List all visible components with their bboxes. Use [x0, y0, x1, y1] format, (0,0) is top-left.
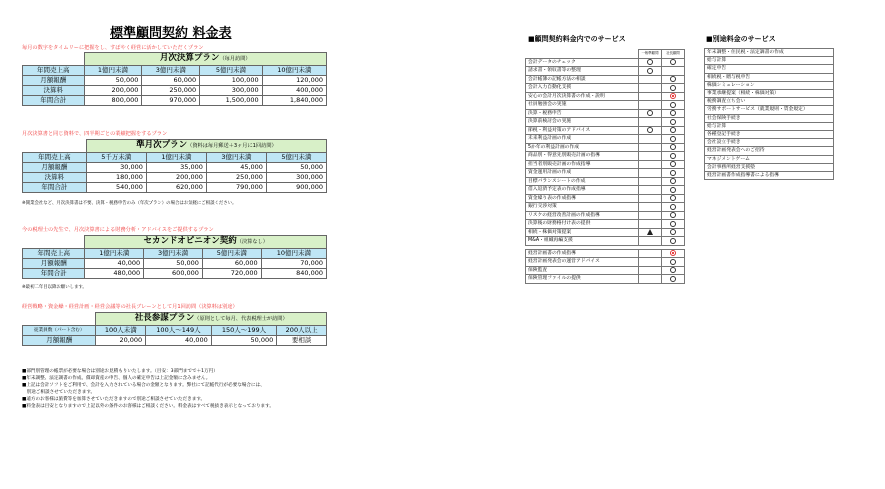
circle-icon: [647, 59, 653, 65]
service-mark-cell: [639, 177, 662, 186]
table-row: [526, 118, 685, 127]
table-row: [705, 163, 834, 171]
table-row: [526, 177, 685, 186]
table-row: [526, 126, 685, 135]
circle-icon: [647, 127, 653, 133]
table-row: [526, 84, 685, 93]
service-mark-cell: [639, 118, 662, 127]
service-mark-cell: [639, 203, 662, 212]
extra-service-item: 株価シミュレーション: [705, 81, 834, 89]
service-label: 会計入力自動化支援: [526, 84, 639, 93]
services-col-header: 一般準顧問: [639, 50, 662, 59]
circle-icon: [670, 136, 676, 142]
footnote: ■年末調整、法定調書の作成、償却資産の申告、個人の確定申告は上記金額に含みません。: [22, 376, 211, 381]
quarterly-plan-lead: 月次決算書と同じ資料で、四半期ごとの業績把握をするプラン: [22, 131, 168, 137]
service-mark-cell: [639, 220, 662, 229]
service-mark-cell: [639, 194, 662, 203]
header-cell: 5億円未満: [202, 249, 261, 259]
service-label: 節税・利益対策のアドバイス: [526, 126, 639, 135]
table-row: [705, 90, 834, 98]
service-mark-cell: [639, 258, 662, 267]
table-row: [526, 249, 685, 258]
extra-services-title: ■別途料金のサービス: [706, 35, 776, 43]
service-label: 資金運用計画の作成: [526, 169, 639, 178]
service-mark-cell: [639, 249, 662, 258]
table-row: [705, 147, 834, 155]
services-col-header: 社長顧問: [662, 50, 685, 59]
second-opinion-name: セカンドオピニオン契約（決算なし）: [85, 236, 327, 249]
second-opinion-table: [22, 235, 327, 279]
table-row: [526, 75, 685, 84]
circle-icon: [670, 276, 676, 282]
circle-icon: [647, 68, 653, 74]
extra-service-item: 確定申告: [705, 65, 834, 73]
service-label: 保険監査: [526, 266, 639, 275]
table-row: [705, 65, 834, 73]
header-cell: 200人以上: [277, 326, 327, 336]
service-label: 安心の会計月次決算書の作成・説明: [526, 92, 639, 101]
emphasis-circle-icon: [670, 250, 676, 256]
service-mark-cell: [662, 220, 685, 229]
service-mark-cell: [662, 258, 685, 267]
table-row: [705, 81, 834, 89]
extra-service-item: マネジメントゲーム: [705, 155, 834, 163]
service-mark-cell: [639, 169, 662, 178]
circle-icon: [670, 161, 676, 167]
service-label: 担当者別販売計画の作成指導: [526, 160, 639, 169]
header-cell: 従業員数（パート含む）: [23, 326, 96, 336]
service-mark-cell: [662, 152, 685, 161]
service-mark-cell: [662, 126, 685, 135]
service-mark-cell: [639, 84, 662, 93]
service-mark-cell: [639, 186, 662, 195]
table-row: [526, 135, 685, 144]
monthly-plan-name: 月次決算プラン（毎月訪問）: [84, 53, 326, 66]
header-cell: 1億円未満: [84, 66, 142, 76]
service-label: 社員勉強会の実施: [526, 101, 639, 110]
service-label: 決算・税務申告: [526, 109, 639, 118]
triangle-icon: [647, 229, 653, 235]
table-row: 月額報酬 20,000 40,000 50,000 要相談: [23, 336, 327, 346]
service-label: 決算前検討会の実施: [526, 118, 639, 127]
circle-icon: [670, 212, 676, 218]
table-row: [526, 186, 685, 195]
service-mark-cell: [639, 152, 662, 161]
service-mark-cell: [662, 275, 685, 284]
header-cell: 10億円未満: [262, 66, 326, 76]
service-mark-cell: [639, 109, 662, 118]
service-label: 資金繰り表の作成指導: [526, 194, 639, 203]
service-mark-cell: [662, 135, 685, 144]
service-mark-cell: [662, 203, 685, 212]
service-label: 会計データのチェック: [526, 58, 639, 67]
table-row: 月額報酬 30,000 35,000 45,000 50,000: [23, 163, 327, 173]
circle-icon: [670, 195, 676, 201]
service-mark-cell: [662, 58, 685, 67]
quarterly-plan-name: 準月次プラン（資料は毎月郵送＋3ヶ月に1回訪問）: [86, 140, 326, 153]
circle-icon: [670, 204, 676, 210]
table-row: [526, 67, 685, 76]
monthly-plan-lead: 毎月の数字をタイムリーに把握をし、すばやく経営に活かしていただくプラン: [22, 45, 204, 51]
extra-service-item: 相続税・贈与税申告: [705, 73, 834, 81]
circle-icon: [670, 229, 676, 235]
table-row: [705, 131, 834, 139]
circle-icon: [670, 144, 676, 150]
circle-icon: [670, 187, 676, 193]
table-row: [705, 73, 834, 81]
extra-service-item: 労務サポートサービス（就業規則・賃金規定）: [705, 106, 834, 114]
service-label: 目標バランスシートの作成: [526, 177, 639, 186]
service-label: リスケの経営改善計画の作成指導: [526, 211, 639, 220]
service-mark-cell: [662, 237, 685, 246]
service-mark-cell: [639, 266, 662, 275]
service-mark-cell: [662, 228, 685, 237]
header-cell: 3億円未満: [206, 153, 266, 163]
header-cell: 100人未満: [96, 326, 146, 336]
service-label: 会計帳簿の記帳方法の相談: [526, 75, 639, 84]
circle-icon: [670, 259, 676, 265]
table-row: [526, 152, 685, 161]
table-row: 年間合計 540,000 620,000 790,000 900,000: [23, 183, 327, 193]
table-row: [526, 160, 685, 169]
table-row: [705, 49, 834, 57]
table-row: [526, 109, 685, 118]
service-mark-cell: [639, 237, 662, 246]
footnote: ■料金表は目安となりますので上記以外の条件のお客様はご相談ください。料金表はすべて税抜き表示となっております。: [22, 404, 274, 409]
table-row: [526, 92, 685, 101]
service-mark-cell: [639, 143, 662, 152]
header-cell: 10億円未満: [261, 249, 326, 259]
service-label: M&A・組織再編支援: [526, 237, 639, 246]
circle-icon: [670, 178, 676, 184]
service-label: 決算後の財務格付け表の提供: [526, 220, 639, 229]
table-row: [526, 203, 685, 212]
table-row: [526, 101, 685, 110]
circle-icon: [670, 59, 676, 65]
footnote: 別途ご相談させていただきます。: [22, 390, 96, 395]
service-label: 5か年の利益計画の作成: [526, 143, 639, 152]
service-mark-cell: [662, 249, 685, 258]
header-cell: 3億円未満: [144, 249, 203, 259]
service-mark-cell: [662, 186, 685, 195]
table-row: [526, 58, 685, 67]
second-opinion-note: ※最初二年目以降お願いします。: [22, 285, 87, 290]
extra-service-item: 会社設立手続き: [705, 139, 834, 147]
service-mark-cell: [662, 67, 685, 76]
circle-icon: [670, 170, 676, 176]
service-label: 経営計画発表会の運営アドバイス: [526, 258, 639, 267]
service-label: 銀行交渉対策: [526, 203, 639, 212]
circle-icon: [670, 153, 676, 159]
extra-service-item: 給与計算: [705, 122, 834, 130]
circle-icon: [670, 221, 676, 227]
table-row: 月額報酬 50,000 60,000 100,000 120,000: [23, 76, 327, 86]
circle-icon: [670, 238, 676, 244]
table-row: [526, 143, 685, 152]
service-label: 未来利益計画の作成: [526, 135, 639, 144]
service-mark-cell: [662, 143, 685, 152]
table-row: [526, 275, 685, 284]
table-row: [526, 228, 685, 237]
quarterly-plan-table: [22, 139, 327, 193]
service-mark-cell: [639, 228, 662, 237]
service-mark-cell: [662, 211, 685, 220]
monthly-plan-table: [22, 52, 327, 106]
table-row: [526, 237, 685, 246]
table-row: 決算料 200,000 250,000 300,000 400,000: [23, 86, 327, 96]
service-mark-cell: [639, 211, 662, 220]
circle-icon: [670, 110, 676, 116]
table-row: 決算料 180,000 200,000 250,000 300,000: [23, 173, 327, 183]
table-row: [705, 106, 834, 114]
circle-icon: [647, 110, 653, 116]
header-cell: 5億円未満: [200, 66, 262, 76]
circle-icon: [670, 119, 676, 125]
extra-service-item: 経営計画発表会へのご招待: [705, 147, 834, 155]
services-title: ■顧問契約料金内でのサービス: [528, 35, 626, 43]
extra-service-item: 経営計画書作成指導書による指導: [705, 172, 834, 180]
service-mark-cell: [639, 58, 662, 67]
footnotes: [22, 368, 274, 410]
service-mark-cell: [662, 118, 685, 127]
circle-icon: [670, 76, 676, 82]
president-plan-lead: 経営戦略・資金繰・経営計画・経営会議等の社長ブレーンとして月1回訪問（決算料は別途）: [22, 304, 238, 310]
service-label: 相続・株価対策提案: [526, 228, 639, 237]
table-row: [526, 258, 685, 267]
circle-icon: [670, 127, 676, 133]
table-row: 年間合計 480,000 600,000 720,000 840,000: [23, 269, 327, 279]
emphasis-circle-icon: [670, 93, 676, 99]
header-cell: 100人～149人: [146, 326, 212, 336]
quarterly-plan-note: ※開業会社など、月次決算書は不要、決算・税務申告のみ（年次プラン）の場合はお気軽にご相談ください。: [22, 201, 237, 206]
service-mark-cell: [662, 266, 685, 275]
extra-service-item: 給与計算: [705, 57, 834, 65]
service-mark-cell: [639, 101, 662, 110]
table-row: [705, 57, 834, 65]
header-cell: 3億円未満: [142, 66, 200, 76]
table-row: [526, 169, 685, 178]
header-cell: 5千万未満: [86, 153, 146, 163]
page-title: 標準顧問契約 料金表: [110, 26, 232, 41]
table-row: [705, 122, 834, 130]
circle-icon: [670, 102, 676, 108]
table-row: 月額報酬 40,000 50,000 60,000 70,000: [23, 259, 327, 269]
table-row: [526, 194, 685, 203]
service-label: 商品別・得意先別販売計画の指導: [526, 152, 639, 161]
service-mark-cell: [639, 126, 662, 135]
extra-services-table: [704, 48, 834, 180]
service-mark-cell: [639, 75, 662, 84]
service-mark-cell: [662, 169, 685, 178]
service-mark-cell: [662, 101, 685, 110]
circle-icon: [670, 267, 676, 273]
service-label: 保険管理ファイルの提供: [526, 275, 639, 284]
services-table: [525, 49, 685, 284]
service-mark-cell: [662, 194, 685, 203]
service-label: 経営計画書の作成指導: [526, 249, 639, 258]
footnote: ■遠方のお客様は旅費等を加算させていただきますので別途ご相談させていただきます。: [22, 397, 206, 402]
extra-service-item: 会計事務所経営支援塾: [705, 163, 834, 171]
service-mark-cell: [662, 177, 685, 186]
service-mark-cell: [662, 160, 685, 169]
table-row: [705, 172, 834, 180]
table-row: [705, 114, 834, 122]
president-plan-name: 社長参謀プラン（原則として毎月、代表税理士が訪問）: [96, 313, 327, 326]
table-row: [526, 266, 685, 275]
extra-service-item: 税務調査立ち会い: [705, 98, 834, 106]
header-cell: 150人～199人: [211, 326, 277, 336]
service-mark-cell: [639, 67, 662, 76]
service-label: 請求書・領収書等の整理: [526, 67, 639, 76]
header-cell: 年間売上高: [23, 153, 87, 163]
service-mark-cell: [639, 275, 662, 284]
service-mark-cell: [639, 160, 662, 169]
footnote: ■部門別管理の帳票が必要な場合は別途お見積もりいたします。（目安：3部門までで＋1万円）: [22, 369, 218, 374]
table-row: 年間合計 800,000 970,000 1,500,000 1,840,000: [23, 96, 327, 106]
extra-service-item: 年末調整・住民税・法定調書の作成: [705, 49, 834, 57]
service-mark-cell: [639, 135, 662, 144]
footnote: ■上記は会計ソフトをご利用で、会計を入力されている場合の金額となります。弊社にて記帳代行が必要な場合には、: [22, 383, 265, 388]
header-cell: 5億円未満: [266, 153, 326, 163]
table-row: [705, 139, 834, 147]
service-mark-cell: [662, 75, 685, 84]
service-mark-cell: [662, 92, 685, 101]
extra-service-item: 事業承継提案（相続・株価対策）: [705, 90, 834, 98]
header-cell: 年間売上高: [23, 66, 85, 76]
president-plan-table: [22, 312, 327, 346]
header-cell: 年間売上高: [23, 249, 85, 259]
circle-icon: [670, 85, 676, 91]
service-mark-cell: [662, 109, 685, 118]
service-label: 借入返済予定表の作成指導: [526, 186, 639, 195]
table-row: [526, 220, 685, 229]
extra-service-item: 各種登記手続き: [705, 131, 834, 139]
table-row: [705, 98, 834, 106]
header-cell: 1億円未満: [146, 153, 206, 163]
header-cell: 1億円未満: [85, 249, 144, 259]
service-mark-cell: [639, 92, 662, 101]
table-row: [526, 211, 685, 220]
second-opinion-lead: 今の税理士の先生で、月次決算書による財務分析・アドバイスをご提供するプラン: [22, 227, 214, 233]
service-mark-cell: [662, 84, 685, 93]
table-row: [705, 155, 834, 163]
extra-service-item: 社会保険手続き: [705, 114, 834, 122]
